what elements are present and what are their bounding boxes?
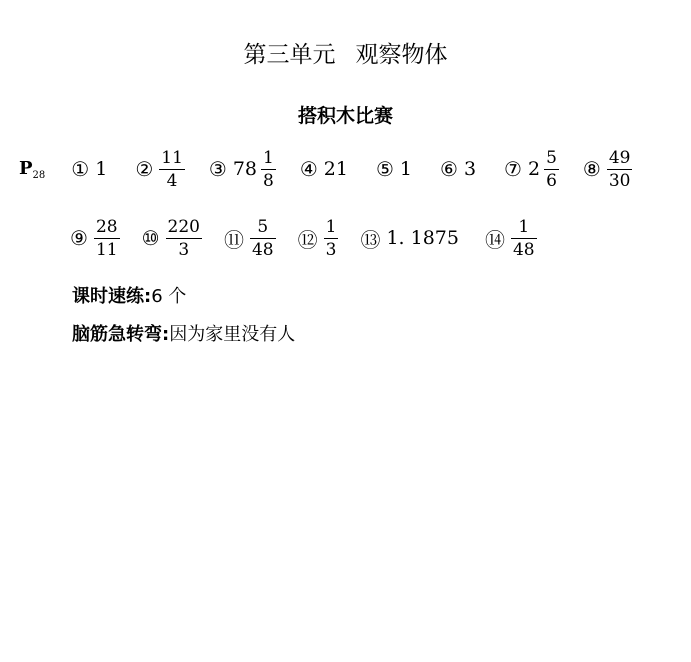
answer-whole: 21 — [323, 158, 348, 180]
fraction-numerator: 1 — [263, 147, 274, 168]
answer-row-1 — [19, 142, 656, 196]
unit-title — [0, 36, 691, 69]
question-number: ⑨ — [70, 226, 88, 250]
fraction-numerator: 1 — [518, 216, 530, 237]
fraction-denominator: 4 — [166, 170, 178, 191]
question-number: ⑪ — [223, 227, 244, 252]
question-number: ⑥ — [440, 157, 458, 181]
unit-label: 第三单元 — [243, 42, 336, 68]
answer-item — [583, 147, 633, 192]
unit-topic: 观察物体 — [355, 42, 448, 68]
fraction-denominator: 6 — [546, 170, 557, 191]
quick-practice-answer: 6 个 — [151, 286, 187, 307]
answer-item — [71, 157, 111, 181]
answer-fraction — [250, 216, 276, 261]
answer-item — [135, 147, 185, 192]
question-number: ⑦ — [504, 157, 522, 181]
section-title: 搭积木比赛 — [297, 105, 393, 127]
question-number: ⑩ — [141, 226, 160, 250]
page-reference — [19, 158, 45, 181]
page-ref-letter: P — [19, 157, 33, 179]
answer-whole: 3 — [463, 158, 477, 180]
answer-whole: 1 — [95, 158, 108, 180]
answer-whole: 2 — [527, 158, 541, 180]
brain-teaser-label: 脑筋急转弯 — [72, 324, 162, 345]
question-number: ⑭ — [484, 227, 505, 252]
fraction-numerator: 1 — [325, 216, 337, 237]
fraction-denominator: 48 — [512, 239, 535, 260]
quick-practice-sep: : — [144, 286, 152, 307]
fraction-denominator: 11 — [95, 239, 118, 260]
question-number: ④ — [299, 157, 318, 181]
answer-fraction — [261, 147, 276, 192]
answer-item — [485, 216, 537, 261]
fraction-denominator: 48 — [251, 239, 274, 260]
answer-item — [224, 216, 276, 261]
answer-whole: 1 — [399, 158, 412, 180]
answer-whole: 1. 1875 — [386, 227, 459, 249]
fraction-numerator: 49 — [608, 147, 631, 168]
answer-fraction — [511, 216, 537, 261]
question-number: ② — [135, 157, 154, 181]
page-ref-number: 28 — [32, 169, 46, 181]
fraction-denominator: 30 — [608, 170, 631, 191]
answer-fraction — [607, 147, 633, 192]
question-number: ⑤ — [375, 157, 394, 181]
question-number: ⑫ — [297, 227, 318, 252]
brain-teaser — [72, 320, 295, 346]
answer-item — [440, 157, 480, 181]
answer-item — [376, 157, 416, 181]
answer-fraction — [166, 216, 202, 261]
fraction-numerator: 220 — [167, 216, 200, 237]
question-number: ③ — [208, 157, 227, 181]
fraction-numerator: 5 — [257, 216, 269, 237]
fraction-denominator: 3 — [178, 239, 190, 260]
answer-row-2 — [70, 211, 559, 265]
answer-item — [142, 216, 202, 261]
answer-fraction — [324, 216, 339, 261]
quick-practice-label: 课时速练 — [72, 286, 144, 307]
answer-fraction — [94, 216, 120, 261]
question-number: ⑧ — [582, 157, 601, 181]
fraction-denominator: 8 — [263, 170, 274, 191]
fraction-numerator: 5 — [546, 147, 557, 168]
question-number: ⑬ — [360, 227, 381, 252]
brain-teaser-sep: : — [162, 324, 170, 345]
answer-fraction — [544, 147, 559, 192]
quick-practice — [72, 282, 186, 308]
answer-item — [70, 216, 120, 261]
answer-item — [360, 224, 463, 253]
answer-item — [209, 147, 276, 192]
answer-whole: 78 — [232, 158, 258, 180]
answer-item — [504, 147, 559, 192]
question-number: ① — [71, 157, 90, 181]
brain-teaser-answer: 因为家里没有人 — [169, 324, 296, 345]
fraction-numerator: 28 — [95, 216, 118, 237]
fraction-denominator: 3 — [325, 239, 337, 260]
answer-item — [298, 216, 339, 261]
fraction-numerator: 11 — [161, 147, 183, 168]
answer-item — [300, 157, 352, 181]
answer-fraction — [159, 147, 185, 192]
